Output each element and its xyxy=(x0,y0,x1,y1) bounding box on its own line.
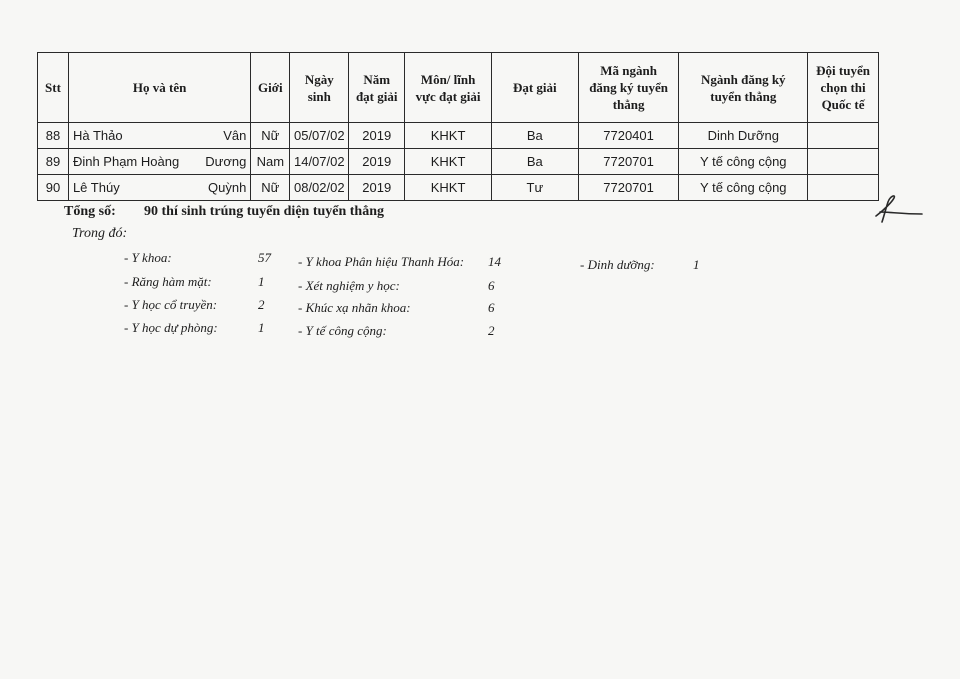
breakdown-item xyxy=(124,274,265,290)
header-dob-line2: sinh xyxy=(307,88,331,104)
cell-last-name: Hà Thảo xyxy=(72,128,123,143)
cell-field: KHKT xyxy=(405,123,492,149)
cell-stt: 88 xyxy=(38,123,69,149)
header-dob-line1: Ngày xyxy=(304,71,334,87)
cell-first-name: Quỳnh xyxy=(208,180,247,195)
header-code-line1: Mã ngành xyxy=(600,63,657,78)
header-field-line2: vực đạt giải xyxy=(415,88,481,104)
cell-stt: 90 xyxy=(38,175,69,201)
cell-code: 7720701 xyxy=(578,149,679,175)
cell-name xyxy=(68,149,250,175)
total-label: Tổng số: xyxy=(64,204,116,219)
header-stt: Stt xyxy=(38,53,69,123)
cell-sex: Nam xyxy=(251,149,290,175)
breakdown-label: - Y khoa: xyxy=(124,250,172,265)
within-label: Trong đó: xyxy=(72,226,128,241)
total-summary xyxy=(64,204,384,220)
breakdown-label: - Xét nghiệm y học: xyxy=(298,278,400,293)
breakdown-item xyxy=(298,278,495,294)
breakdown-value: 6 xyxy=(488,300,495,315)
total-text: 90 thí sinh trúng tuyển diện tuyển thẳng xyxy=(144,204,385,219)
breakdown-item xyxy=(580,257,700,273)
handwritten-initial-mark xyxy=(866,192,926,228)
cell-major: Y tế công cộng xyxy=(679,149,808,175)
cell-field: KHKT xyxy=(405,149,492,175)
cell-field: KHKT xyxy=(405,175,492,201)
cell-dob: 05/07/02 xyxy=(290,123,349,149)
cell-award: Ba xyxy=(491,149,578,175)
breakdown-value: 6 xyxy=(488,278,495,293)
table-header-row xyxy=(38,53,879,123)
cell-last-name: Đinh Phạm Hoàng xyxy=(72,154,180,169)
header-code-line3: thẳng xyxy=(612,97,645,112)
cell-stt: 89 xyxy=(38,149,69,175)
breakdown-label: - Y tế công cộng: xyxy=(298,323,387,338)
cell-dob: 08/02/02 xyxy=(290,175,349,201)
cell-team xyxy=(808,123,879,149)
header-team xyxy=(808,53,879,123)
cell-dob: 14/07/02 xyxy=(290,149,349,175)
cell-first-name: Dương xyxy=(205,154,247,169)
cell-name xyxy=(68,175,250,201)
header-year-line1: Năm xyxy=(363,71,391,87)
breakdown-value: 2 xyxy=(258,297,265,312)
header-team-line1: Đội tuyển xyxy=(816,63,870,78)
cell-sex: Nữ xyxy=(251,123,290,149)
cell-award: Ba xyxy=(491,123,578,149)
table-row xyxy=(38,123,879,149)
cell-team xyxy=(808,149,879,175)
table-row xyxy=(38,175,879,201)
breakdown-label: - Y học cổ truyền: xyxy=(124,297,218,312)
breakdown-value: 57 xyxy=(258,250,271,265)
admission-table xyxy=(37,52,879,201)
cell-year: 2019 xyxy=(349,123,405,149)
header-major-line1: Ngành đăng ký xyxy=(701,71,786,87)
breakdown-item xyxy=(298,254,501,270)
header-year xyxy=(349,53,405,123)
header-award: Đạt giải xyxy=(491,53,578,123)
cell-name xyxy=(68,123,250,149)
cell-first-name: Vân xyxy=(223,128,247,143)
header-team-line3: Quốc tế xyxy=(821,97,865,112)
header-year-line2: đạt giải xyxy=(355,88,398,104)
header-dob xyxy=(290,53,349,123)
breakdown-value: 2 xyxy=(488,323,495,338)
header-major xyxy=(679,53,808,123)
header-field xyxy=(405,53,492,123)
header-sex: Giới xyxy=(251,53,290,123)
cell-sex: Nữ xyxy=(251,175,290,201)
cell-code: 7720401 xyxy=(578,123,679,149)
breakdown-item xyxy=(124,297,265,313)
breakdown-item xyxy=(298,323,495,339)
breakdown-value: 1 xyxy=(693,257,700,272)
cell-last-name: Lê Thúy xyxy=(72,180,120,195)
cell-major: Y tế công cộng xyxy=(679,175,808,201)
breakdown-label: - Dinh dưỡng: xyxy=(580,257,655,272)
breakdown-label: - Răng hàm mặt: xyxy=(124,274,212,289)
breakdown-item xyxy=(298,300,495,316)
breakdown-value: 14 xyxy=(488,254,501,269)
cell-code: 7720701 xyxy=(578,175,679,201)
breakdown-label: - Y khoa Phân hiệu Thanh Hóa: xyxy=(298,254,465,269)
header-field-line1: Môn/ lĩnh xyxy=(420,71,476,87)
breakdown-value: 1 xyxy=(258,274,265,289)
cell-award: Tư xyxy=(491,175,578,201)
breakdown-item xyxy=(124,320,265,336)
breakdown-label: - Y học dự phòng: xyxy=(124,320,218,335)
header-team-line2: chọn thi xyxy=(820,80,866,95)
cell-year: 2019 xyxy=(349,175,405,201)
breakdown-value: 1 xyxy=(258,320,265,335)
header-code xyxy=(578,53,679,123)
header-code-line2: đăng ký tuyển xyxy=(589,80,668,95)
breakdown-item xyxy=(124,250,271,266)
table-row xyxy=(38,149,879,175)
header-name: Họ và tên xyxy=(68,53,250,123)
cell-major: Dinh Dưỡng xyxy=(679,123,808,149)
cell-year: 2019 xyxy=(349,149,405,175)
breakdown-label: - Khúc xạ nhãn khoa: xyxy=(298,300,411,315)
header-major-line2: tuyển thẳng xyxy=(710,88,777,104)
